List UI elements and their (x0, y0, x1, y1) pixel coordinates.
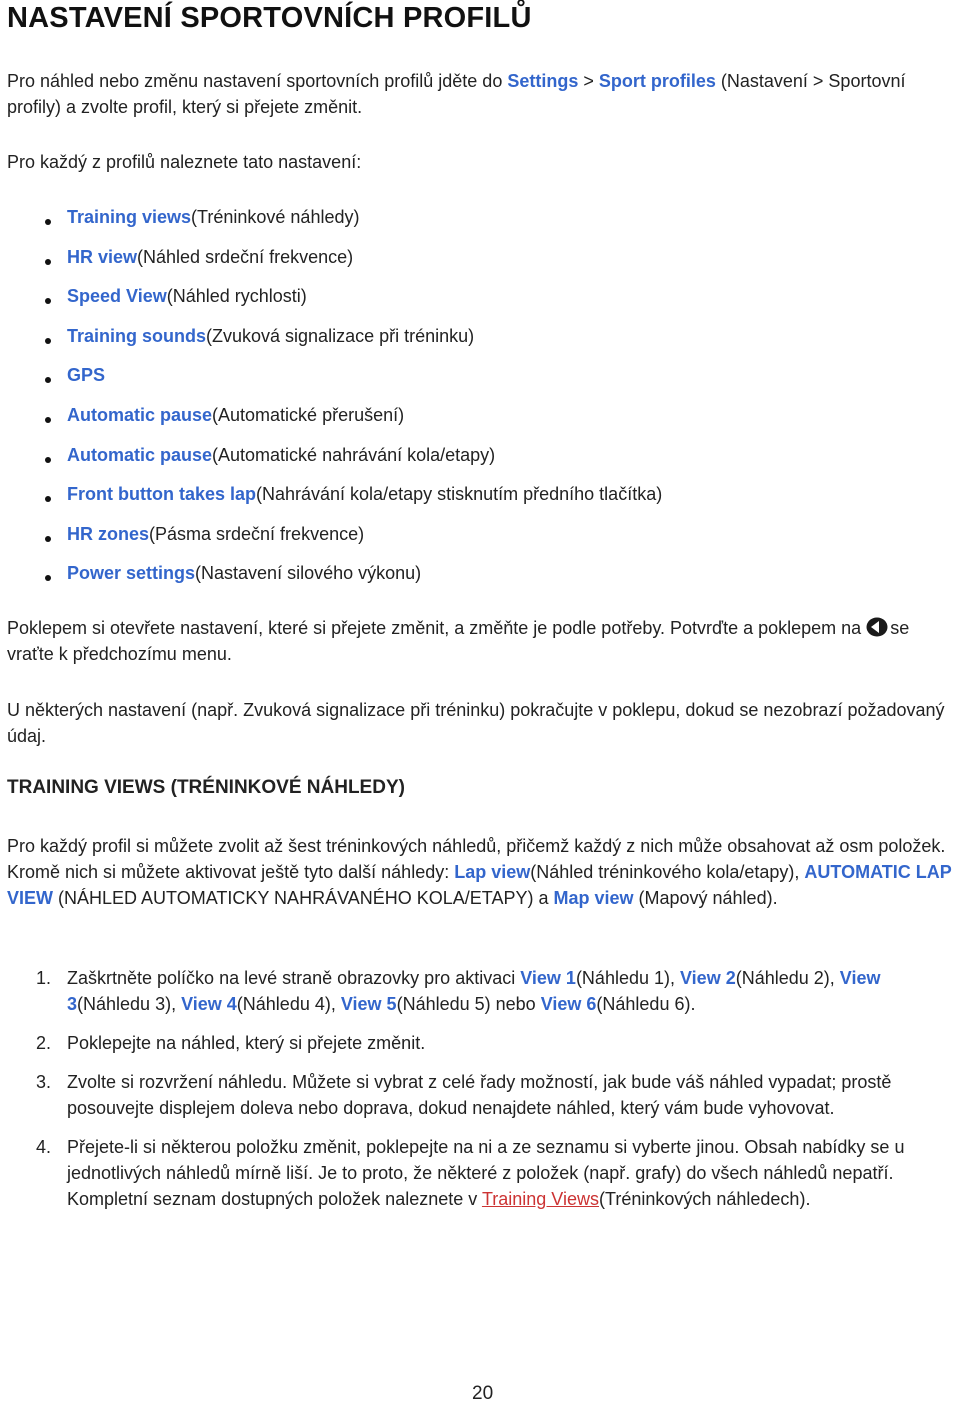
settings-list-item (7, 481, 662, 521)
section-paragraph (7, 833, 957, 911)
settings-list-item (7, 521, 662, 561)
step-4-text-end: (Tréninkových náhledech). (599, 1189, 811, 1209)
step-1-fragment: Zaškrtněte políčko na levé straně obrazovky pro aktivaci (67, 968, 521, 988)
setting-link[interactable]: Power settings (67, 563, 196, 584)
lap-view-link[interactable]: Lap view (454, 862, 531, 882)
back-arrow-icon (866, 617, 888, 637)
step-2 (7, 1030, 957, 1056)
setting-link[interactable]: HR zones (67, 523, 150, 544)
step-4 (7, 1134, 957, 1212)
bullet-icon (45, 417, 51, 423)
settings-list-item (7, 442, 662, 482)
setting-link[interactable]: HR view (67, 246, 138, 267)
view-link[interactable]: View 5 (340, 994, 397, 1014)
bullet-icon (45, 259, 51, 265)
bullet-icon (45, 219, 51, 225)
page-title: NASTAVENÍ SPORTOVNÍCH PROFILŮ (7, 2, 532, 34)
view-link[interactable]: View 2 (680, 968, 736, 988)
some-settings-paragraph: U některých nastavení (např. Zvuková signalizace při tréninku) pokračujte v poklepu, dokud se nezobrazí požadovaný údaj. (7, 700, 945, 746)
step-1-fragment: (Náhledu 4), (236, 994, 341, 1014)
step-number: 2. (36, 1033, 52, 1053)
step-3-text: Zvolte si rozvržení náhledu. Můžete si vybrat z celé řady možností, jak bude váš náhled vypadat; prostě posouvejte displejem doleva nebo doprava, dokud nenajdete náhled, který vám bude vyhovovat. (67, 1072, 892, 1118)
step-1-fragment: (Náhledu 5) nebo (396, 994, 541, 1014)
step-1 (7, 965, 957, 1017)
step-1-text (67, 968, 880, 1014)
section-text-d: (Mapový náhled). (633, 888, 778, 908)
settings-list-item (7, 244, 662, 284)
setting-description: (Náhled srdeční frekvence) (137, 246, 354, 267)
section-text-c: (NÁHLED AUTOMATICKY NAHRÁVANÉHO KOLA/ETAPY) a (53, 888, 554, 908)
view-link[interactable]: View 6 (540, 994, 597, 1014)
bullet-icon (45, 338, 51, 344)
intro-separator: > (578, 71, 599, 91)
setting-description: (Pásma srdeční frekvence) (149, 523, 365, 544)
setting-description: (Zvuková signalizace při tréninku) (206, 325, 475, 346)
step-1-fragment: (Náhledu 6). (596, 994, 696, 1014)
setting-link[interactable]: Speed View (67, 286, 167, 307)
map-view-link[interactable]: Map view (553, 888, 634, 908)
step-1-fragment: (Náhledu 2), (735, 968, 840, 988)
step-number: 3. (36, 1072, 52, 1092)
tap-text: Poklepem si otevřete nastavení, které si přejete změnit, a změňte je podle potřeby. Potvrďte a poklepem na (7, 618, 867, 638)
setting-description: (Automatické nahrávání kola/etapy) (212, 444, 496, 465)
setting-link[interactable]: GPS (67, 365, 106, 386)
setting-description: (Automatické přerušení) (212, 404, 405, 425)
step-1-fragment: (Náhledu 1), (575, 968, 680, 988)
step-1-fragment: (Náhledu 3), (77, 994, 182, 1014)
bullet-icon (45, 298, 51, 304)
section-text: Pro každý profil si můžete zvolit až šest tréninkových náhledů, přičemž každý z nich může obsahovat až osm položek. Kromě nich si můžete aktivovat ještě tyto další náhledy: (7, 836, 946, 882)
settings-list-item (7, 283, 662, 323)
step-number: 4. (36, 1137, 52, 1157)
bullet-icon (45, 457, 51, 463)
view-link[interactable]: View 4 (181, 994, 237, 1014)
setting-description: (Tréninkové náhledy) (191, 207, 360, 227)
section-title: TRAINING VIEWS (TRÉNINKOVÉ NÁHLEDY) (7, 777, 405, 798)
automatic-lap-view-link[interactable]: AUTOMATIC LAP VIEW (7, 862, 952, 908)
step-number: 1. (36, 968, 52, 988)
step-2-text: Poklepejte na náhled, který si přejete změnit. (67, 1033, 426, 1053)
settings-list-item (7, 560, 662, 600)
intro-text: Pro náhled nebo změnu nastavení sportovních profilů jděte do (7, 71, 508, 91)
each-profile-text: Pro každý z profilů naleznete tato nastavení: (7, 152, 362, 172)
settings-link[interactable]: Settings (507, 71, 579, 91)
training-views-link[interactable]: Training Views (481, 1189, 599, 1209)
setting-link[interactable]: Training views (67, 207, 192, 227)
page-number: 20 (472, 1383, 494, 1404)
setting-description: (Nahrávání kola/etapy stisknutím předního tlačítka) (256, 484, 663, 505)
settings-list-item (7, 323, 662, 363)
section-text-b: (Náhled tréninkového kola/etapy), (530, 862, 805, 882)
setting-description: (Nastavení silového výkonu) (195, 563, 422, 584)
setting-link[interactable]: Automatic pause (67, 404, 213, 425)
step-3 (7, 1069, 957, 1121)
setting-link[interactable]: Training sounds (67, 325, 207, 346)
bullet-icon (45, 377, 51, 383)
bullet-icon (45, 496, 51, 502)
setting-link[interactable]: Automatic pause (67, 444, 213, 465)
view-link[interactable]: View 1 (520, 968, 576, 988)
settings-list (7, 204, 662, 600)
steps-list (7, 965, 957, 1225)
settings-list-item (7, 362, 662, 402)
bullet-icon (45, 575, 51, 581)
bullet-icon (45, 536, 51, 542)
step-4-text: Přejete-li si některou položku změnit, poklepejte na ni a ze seznamu si vyberte jinou. Obsah nabídky se u jednotlivých náhledů mírně liší. Je to proto, že některé z položek (např. grafy) do všech náhledů nepatří. Kompletní seznam dostupných položek naleznete v (67, 1137, 905, 1209)
tap-paragraph (7, 615, 952, 667)
intro-text-end: (Nastavení > Sportovní profily) a zvolte profil, který si přejete změnit. (7, 71, 906, 117)
tap-text-end: se vraťte k předchozímu menu. (7, 618, 910, 664)
setting-description: (Náhled rychlosti) (166, 286, 307, 307)
view-link[interactable]: View 3 (67, 968, 881, 1014)
intro-paragraph (7, 68, 952, 120)
settings-list-item (7, 204, 662, 244)
setting-link[interactable]: Front button takes lap (67, 484, 256, 505)
sport-profiles-link[interactable]: Sport profiles (598, 71, 716, 91)
settings-list-item (7, 402, 662, 442)
